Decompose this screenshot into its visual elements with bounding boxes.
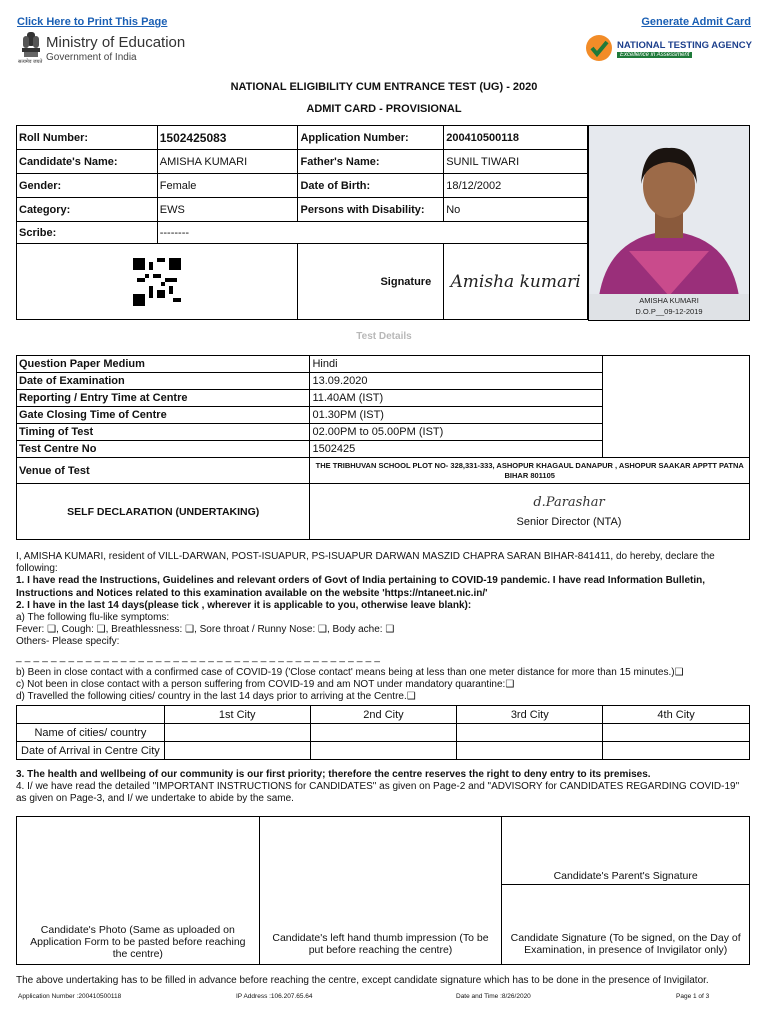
declaration-point-3: 3. The health and wellbeing of our community is our first priority; therefore the centre reserves the right to deny entry to its premises. — [16, 769, 651, 780]
footer-application-number: Application Number :200410500118 — [18, 993, 122, 1000]
test-details-table — [16, 355, 750, 540]
test-label-3: Gate Closing Time of Centre — [17, 407, 310, 424]
generate-admit-card-link[interactable]: Generate Admit Card — [641, 16, 751, 28]
self-declaration-title: SELF DECLARATION (UNDERTAKING) — [17, 484, 310, 540]
print-page-link[interactable]: Click Here to Print This Page — [17, 16, 168, 28]
moe-title: Ministry of Education — [46, 34, 186, 51]
father-label: Father's Name: — [298, 150, 444, 174]
pwd-value: No — [444, 198, 588, 222]
gender-label: Gender: — [17, 174, 158, 198]
cities-corner — [17, 706, 165, 724]
cities-table — [16, 705, 750, 760]
declaration-point-4: 4. I/ we have read the detailed "IMPORTANT INSTRUCTIONS for CANDIDATES" as given on Page-2 and "ADVISORY for CANDIDATES REGARDING COVID-19" as given on Page-3, and I/ we undertake to abide by the same. — [16, 781, 740, 805]
candidate-signature-box[interactable]: Candidate Signature (To be signed, on the Day of Examination, in presence of Invigilator only) — [502, 885, 750, 965]
candidate-signature — [444, 244, 588, 320]
name-label: Candidate's Name: — [17, 150, 158, 174]
qr-code-icon — [133, 258, 181, 306]
test-value-1: 13.09.2020 — [310, 373, 603, 390]
others-specify: Others- Please specify: — [16, 636, 120, 648]
footer-ip-address: IP Address :106.207.65.64 — [236, 993, 313, 1000]
test-details-title: Test Details — [356, 331, 412, 342]
candidate-name: AMISHA KUMARI — [157, 150, 298, 174]
application-label: Application Number: — [298, 126, 444, 150]
footer-datetime: Date and Time :8/26/2020 — [456, 993, 531, 1000]
undertaking-note: The above undertaking has to be filled in advance before reaching the centre, except candidate signature which has to be done in the presence of Invigilator. — [16, 975, 709, 986]
application-number: 200410500118 — [444, 126, 588, 150]
city-name-4[interactable] — [603, 724, 750, 742]
test-label-5: Test Centre No — [17, 441, 310, 458]
scribe-label: Scribe: — [17, 222, 158, 244]
test-value-4: 02.00PM to 05.00PM (IST) — [310, 424, 603, 441]
signature-label: Signature — [298, 244, 444, 320]
nta-tagline: Excellence in Assessment — [617, 52, 692, 58]
roll-number: 1502425083 — [157, 126, 298, 150]
symptoms-checklist[interactable]: Fever: ❑, Cough: ❑, Breathlessness: ❑, Sore throat / Runny Nose: ❑, Body ache: ❑ — [16, 624, 395, 636]
test-label-2: Reporting / Entry Time at Centre — [17, 390, 310, 407]
test-label-1: Date of Examination — [17, 373, 310, 390]
signature-boxes-table — [16, 816, 750, 965]
nta-check-icon — [585, 34, 613, 62]
director-title: Senior Director (NTA) — [516, 516, 622, 528]
pwd-label: Persons with Disability: — [298, 198, 444, 222]
test-blank-cell — [603, 356, 750, 458]
declaration-d[interactable]: d) Travelled the following cities/ country in the last 14 days prior to arriving at the Centre.❑ — [16, 691, 416, 703]
moe-subtitle: Government of India — [46, 52, 137, 63]
director-signature: d.Parashar — [533, 495, 605, 510]
venue-value: THE TRIBHUVAN SCHOOL PLOT NO- 328,331-333, ASHOPUR KHAGAUL DANAPUR , ASHOPUR SAAKAR APPTT PATNA BIHAR 801105 — [310, 458, 750, 484]
declaration-intro: I, AMISHA KUMARI, resident of VILL-DARWAN, POST-ISUAPUR, PS-ISUAPUR DARWAN MASZID CHAPRA SARAN BIHAR-841411, do hereby, declare the following: — [16, 551, 715, 575]
admit-card-title: ADMIT CARD - PROVISIONAL — [306, 103, 462, 115]
category-value: EWS — [157, 198, 298, 222]
photo-caption-dop: D.O.P__09-12-2019 — [635, 307, 703, 316]
declaration-block — [16, 551, 752, 703]
nta-logo — [585, 34, 755, 66]
test-value-5: 1502425 — [310, 441, 603, 458]
arrival-date-4[interactable] — [603, 742, 750, 760]
arrival-date-3[interactable] — [457, 742, 603, 760]
declaration-a: a) The following flu-like symptoms: — [16, 612, 170, 624]
test-value-0: Hindi — [310, 356, 603, 373]
declaration-c[interactable]: c) Not been in close contact with a person suffering from COVID-19 and am NOT under mandatory quarantine:❑ — [16, 679, 515, 691]
city-name-1[interactable] — [164, 724, 310, 742]
emblem-caption: सत्यमेव जयते — [18, 59, 43, 65]
test-label-4: Timing of Test — [17, 424, 310, 441]
moe-logo — [18, 30, 188, 70]
director-signature-cell — [310, 484, 750, 540]
photo-caption-name: AMISHA KUMARI — [639, 296, 699, 305]
dob-value: 18/12/2002 — [444, 174, 588, 198]
signature-handwriting: Amisha kumari — [450, 271, 581, 292]
arrival-date-2[interactable] — [310, 742, 457, 760]
city-header-2: 2nd City — [310, 706, 457, 724]
exam-title: NATIONAL ELIGIBILITY CUM ENTRANCE TEST (UG) - 2020 — [230, 81, 538, 93]
candidate-photo-image — [589, 126, 749, 320]
declaration-point-1: 1. I have read the Instructions, Guidelines and relevant orders of Govt of India pertaining to COVID-19 pandemic. I have read Information Bulletin, Instructions and Notices related to this examination available on the website 'https://ntaneet.nic.in/' — [16, 575, 706, 599]
city-header-3: 3rd City — [457, 706, 603, 724]
city-name-2[interactable] — [310, 724, 457, 742]
test-value-2: 11.40AM (IST) — [310, 390, 603, 407]
nta-title: NATIONAL TESTING AGENCY — [617, 40, 752, 51]
venue-label: Venue of Test — [17, 458, 310, 484]
city-header-4: 4th City — [603, 706, 750, 724]
father-name: SUNIL TIWARI — [444, 150, 588, 174]
parent-signature-box[interactable]: Candidate's Parent's Signature — [502, 817, 750, 885]
candidate-photo — [588, 125, 750, 321]
qr-code-cell — [17, 244, 298, 320]
city-name-label: Name of cities/ country — [17, 724, 165, 742]
scribe-value: -------- — [157, 222, 587, 244]
footer-page-number: Page 1 of 3 — [676, 993, 710, 1000]
arrival-date-label: Date of Arrival in Centre City — [17, 742, 165, 760]
photo-box[interactable]: Candidate's Photo (Same as uploaded on Application Form to be pasted before reaching the centre) — [17, 817, 260, 965]
gender-value: Female — [157, 174, 298, 198]
test-value-3: 01.30PM (IST) — [310, 407, 603, 424]
city-name-3[interactable] — [457, 724, 603, 742]
arrival-date-1[interactable] — [164, 742, 310, 760]
candidate-info-table — [16, 125, 588, 320]
others-blank-line: _ _ _ _ _ _ _ _ _ _ _ _ _ _ _ _ _ _ _ _ _ _ _ _ _ _ _ _ _ _ _ _ _ _ _ _ _ _ _ _ _ _ — [16, 651, 381, 663]
declaration-b[interactable]: b) Been in close contact with a confirmed case of COVID-19 ('Close contact' means being at less than one meter distance for more than 15 minutes.)❑ — [16, 666, 684, 678]
dob-label: Date of Birth: — [298, 174, 444, 198]
undertaking-block — [16, 769, 752, 806]
roll-label: Roll Number: — [17, 126, 158, 150]
category-label: Category: — [17, 198, 158, 222]
thumb-box[interactable]: Candidate's left hand thumb impression (To be put before reaching the centre) — [259, 817, 502, 965]
city-header-1: 1st City — [164, 706, 310, 724]
declaration-point-2: 2. I have in the last 14 days(please tick , wherever it is applicable to you, otherwise leave blank): — [16, 599, 472, 611]
test-label-0: Question Paper Medium — [17, 356, 310, 373]
